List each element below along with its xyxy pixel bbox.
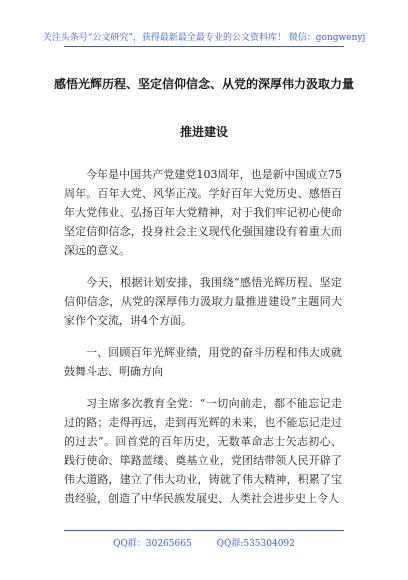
footer-divider bbox=[64, 530, 344, 531]
body-paragraph-1: 今年是中国共产党建党103周年，也是新中国成立75周年。百年大党、风华正茂。学好百年大党历史、感悟百年大党伟业、弘扬百年大党精神，对于我们牢记初心使命坚定信仰信念，投身社会主义现代化强国建设有着重大而深远的意义。 bbox=[64, 168, 342, 257]
document-body bbox=[64, 165, 342, 508]
section-heading-1: 一、回顾百年光辉业绩，用党的奋斗历程和伟大成就鼓舞斗志、明确方向 bbox=[64, 346, 342, 378]
body-paragraph-2: 今天，根据计划安排，我围绕“感悟光辉历程、坚定信仰信念，从党的深厚伟力汲取力量推进建设”主题同大家作个交流，讲4个方面。 bbox=[64, 276, 342, 327]
body-paragraph-3: 习主席多次教育全党：“一切向前走，都不能忘记走过的路；走得再远，走到再光辉的未来，也不能忘记走过的过去”。回首党的百年历史，无数革命志士矢志初心、践行使命、筚路蓝缕、奠基立业，党团结带领人民开辟了伟大道路，建立了伟大功业，铸就了伟大精神，积累了宝贵经验，创造了中华民族发展史、人类社会进步史上令人 bbox=[64, 397, 342, 505]
footer-qq-group-2: QQ群:535304092 bbox=[216, 539, 295, 549]
footer-qq-group-1: QQ群：30265665 bbox=[113, 539, 192, 549]
header-notice: 关注头条号“公文研究”，获得最新最全最专业的公文资料库！ 微信：gongwenyj bbox=[42, 33, 366, 43]
page-footer bbox=[0, 536, 408, 549]
header-divider bbox=[64, 46, 344, 47]
page-header bbox=[0, 30, 408, 43]
document-title-line-1: 感悟光辉历程、坚定信仰信念、从党的深厚伟力汲取力量 bbox=[53, 77, 354, 91]
document-title-line-2: 推进建设 bbox=[179, 125, 228, 139]
